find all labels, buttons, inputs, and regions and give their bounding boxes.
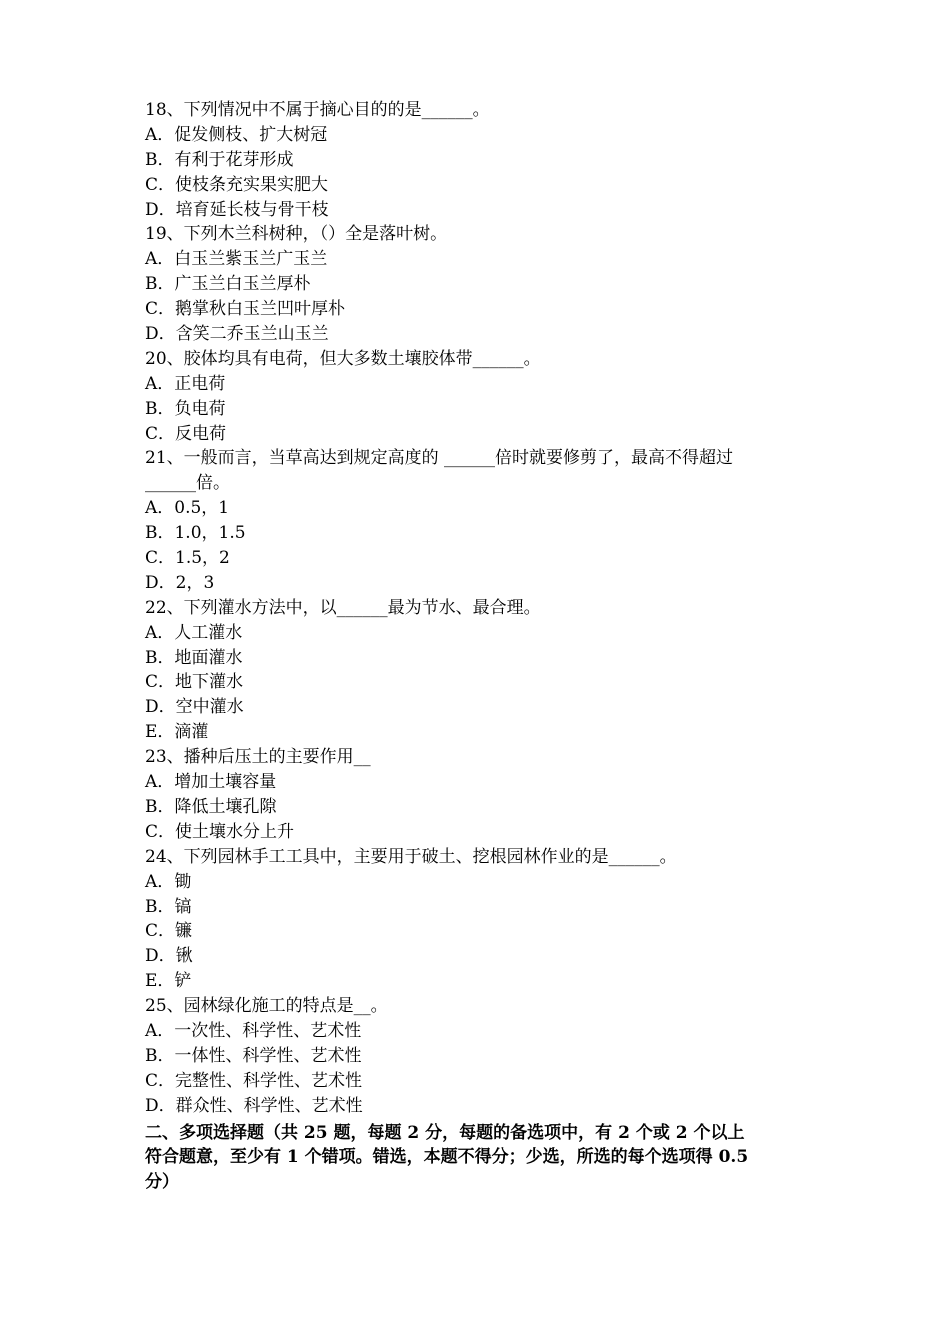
option-d: D．空中灌水 [145, 697, 244, 718]
option-a: A．锄 [145, 871, 192, 892]
option-a: A．白玉兰紫玉兰广玉兰 [145, 249, 328, 270]
question-18 [145, 98, 810, 222]
question-24 [145, 845, 810, 994]
option-d: D．锹 [145, 946, 193, 967]
option-c: C．使枝条充实果实肥大 [145, 174, 329, 195]
option-d: D．培育延长枝与骨干枝 [145, 199, 329, 220]
option-e: E．滴灌 [145, 722, 209, 743]
option-b: B．1.0，1.5 [145, 523, 246, 544]
option-b: B．广玉兰白玉兰厚朴 [145, 274, 311, 295]
question-stem: 22、下列灌水方法中，以______最为节水、最合理。 [145, 597, 541, 618]
option-c: C．完整性、科学性、艺术性 [145, 1070, 363, 1091]
section-heading-multiple-choice [145, 1121, 810, 1196]
option-a: A．增加土壤容量 [145, 772, 277, 793]
option-b: B．负电荷 [145, 398, 226, 419]
question-stem: 21、一般而言，当草高达到规定高度的 ______倍时就要修剪了，最高不得超过 [145, 448, 734, 469]
question-list [145, 98, 810, 1195]
section-heading-line-2: 符合题意，至少有 1 个错项。错选，本题不得分；少选，所选的每个选项得 0.5 [145, 1147, 749, 1168]
option-b: B．镐 [145, 896, 192, 917]
question-20 [145, 347, 810, 447]
option-c: C．地下灌水 [145, 672, 244, 693]
question-22 [145, 596, 810, 745]
question-stem: 18、下列情况中不属于摘心目的的是______。 [145, 100, 490, 120]
option-e: E．铲 [145, 971, 192, 992]
section-heading-line-1: 二、多项选择题（共 25 题，每题 2 分，每题的备选项中，有 2 个或 2 个以上 [145, 1122, 745, 1143]
option-a: A．促发侧枝、扩大树冠 [145, 124, 328, 145]
question-19 [145, 222, 810, 346]
option-b: B．有利于花芽形成 [145, 149, 294, 170]
option-b: B．降低土壤孔隙 [145, 796, 277, 817]
option-d: D．2，3 [145, 572, 215, 593]
question-21 [145, 446, 810, 595]
option-b: B．一体性、科学性、艺术性 [145, 1045, 362, 1066]
question-stem: 19、下列木兰科树种，（）全是落叶树。 [145, 224, 448, 245]
question-stem: 20、胶体均具有电荷，但大多数土壤胶体带______。 [145, 348, 541, 369]
option-c: C．使土壤水分上升 [145, 821, 295, 842]
section-heading-line-3: 分） [145, 1172, 179, 1193]
option-d: D．含笑二乔玉兰山玉兰 [145, 324, 329, 345]
question-25 [145, 994, 810, 1118]
question-23 [145, 745, 810, 845]
option-a: A．正电荷 [145, 373, 226, 394]
question-stem: 23、播种后压土的主要作用__ [145, 747, 371, 768]
question-stem: 24、下列园林手工工具中，主要用于破土、挖根园林作业的是______。 [145, 846, 677, 867]
question-stem: 25、园林绿化施工的特点是__。 [145, 996, 388, 1017]
option-c: C．鹅掌秋白玉兰凹叶厚朴 [145, 299, 346, 320]
option-c: C．镰 [145, 921, 193, 942]
option-c: C．反电荷 [145, 423, 227, 444]
option-c: C．1.5，2 [145, 548, 230, 569]
option-a: A．人工灌水 [145, 622, 243, 643]
question-stem-continued: ______倍。 [145, 473, 230, 494]
option-a: A．一次性、科学性、艺术性 [145, 1020, 362, 1041]
option-d: D．群众性、科学性、艺术性 [145, 1095, 363, 1116]
option-a: A．0.5，1 [145, 498, 230, 519]
option-b: B．地面灌水 [145, 647, 243, 668]
